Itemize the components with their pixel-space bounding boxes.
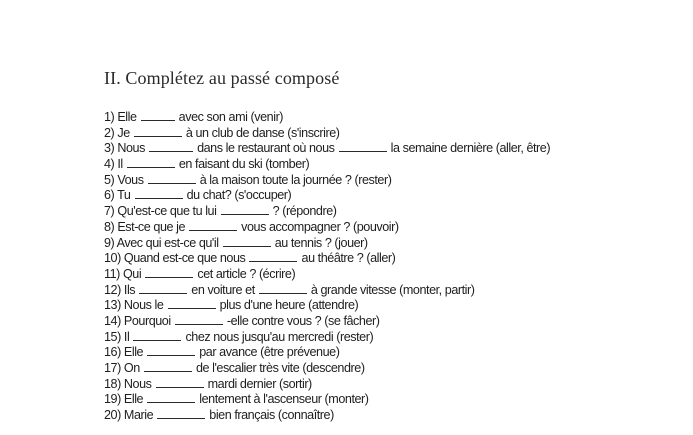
exercise-text: 14) Pourquoi [104, 313, 171, 328]
answer-blank[interactable] [144, 361, 192, 372]
exercise-item-6 [104, 188, 550, 204]
exercise-item-7 [104, 204, 550, 220]
answer-blank[interactable] [249, 251, 297, 262]
exercise-list [104, 110, 550, 424]
exercise-text: vous accompagner ? (pouvoir) [241, 219, 399, 234]
exercise-text: 1) Elle [104, 110, 137, 124]
exercise-item-10 [104, 251, 550, 267]
exercise-text: de l'escalier très vite (descendre) [195, 361, 365, 375]
answer-blank[interactable] [339, 141, 387, 152]
answer-blank[interactable] [175, 314, 223, 325]
exercise-text: chez nous jusqu'au mercredi (rester) [185, 329, 374, 344]
answer-blank[interactable] [139, 283, 187, 294]
exercise-item-20 [104, 408, 550, 424]
answer-blank[interactable] [133, 330, 181, 341]
exercise-item-12 [104, 283, 550, 299]
section-heading: II. Complétez au passé composé [104, 68, 340, 88]
exercise-item-14 [104, 314, 550, 330]
answer-blank[interactable] [223, 236, 271, 247]
exercise-item-3 [104, 141, 550, 157]
answer-blank[interactable] [147, 392, 195, 403]
answer-blank[interactable] [221, 204, 269, 215]
exercise-text: 10) Quand est-ce que nous [104, 251, 246, 266]
exercise-text: 3) Nous [104, 141, 145, 156]
exercise-text: dans le restaurant où nous [197, 141, 335, 156]
answer-blank[interactable] [127, 157, 175, 168]
exercise-item-18 [104, 377, 550, 393]
exercise-text: bien français (connaître) [209, 408, 334, 423]
exercise-text: au tennis ? (jouer) [274, 235, 368, 250]
exercise-text: 9) Avec qui est-ce qu'il [104, 235, 219, 250]
exercise-item-17 [104, 361, 550, 377]
exercise-text: avec son ami (venir) [178, 110, 284, 124]
exercise-text: 11) Qui [104, 266, 142, 281]
exercise-item-16 [104, 345, 550, 361]
exercise-text: par avance (être prévenue) [199, 345, 340, 360]
exercise-item-4 [104, 157, 550, 173]
exercise-item-2 [104, 126, 550, 142]
exercise-text: du chat? (s'occuper) [186, 188, 292, 203]
answer-blank[interactable] [189, 220, 237, 231]
exercise-text: 7) Qu'est-ce que tu lui [104, 204, 217, 219]
answer-blank[interactable] [141, 110, 175, 121]
exercise-text: 4) Il [104, 157, 123, 172]
exercise-text: -elle contre vous ? (se fâcher) [226, 313, 380, 328]
answer-blank[interactable] [145, 267, 193, 278]
exercise-text: en voiture et [191, 282, 255, 297]
exercise-item-8 [104, 220, 550, 236]
exercise-text: 12) Ils [104, 282, 136, 297]
exercise-text: plus d'une heure (attendre) [219, 298, 359, 313]
exercise-text: 18) Nous [104, 376, 152, 391]
exercise-text: à grande vitesse (monter, partir) [310, 282, 475, 297]
exercise-text: 6) Tu [104, 188, 131, 203]
exercise-text: lentement à l'ascenseur (monter) [199, 392, 369, 407]
exercise-text: à un club de danse (s'inscrire) [185, 125, 340, 140]
exercise-text: 17) On [104, 361, 140, 375]
exercise-text: cet article ? (écrire) [197, 266, 296, 281]
exercise-text: 8) Est-ce que je [104, 219, 185, 234]
exercise-item-5 [104, 173, 550, 189]
exercise-text: 5) Vous [104, 172, 144, 187]
exercise-text: en faisant du ski (tomber) [178, 157, 310, 172]
exercise-text: 19) Elle [104, 392, 144, 407]
answer-blank[interactable] [135, 188, 183, 199]
answer-blank[interactable] [147, 345, 195, 356]
exercise-text: 2) Je [104, 125, 130, 140]
exercise-item-13 [104, 298, 550, 314]
exercise-item-19 [104, 392, 550, 408]
answer-blank[interactable] [148, 173, 196, 184]
exercise-text: à la maison toute la journée ? (rester) [199, 172, 392, 187]
exercise-text: 20) Marie [104, 408, 154, 423]
exercise-text: 13) Nous le [104, 298, 164, 313]
exercise-item-15 [104, 330, 550, 346]
exercise-text: mardi dernier (sortir) [207, 376, 312, 391]
answer-blank[interactable] [134, 126, 182, 137]
exercise-text: 16) Elle [104, 345, 144, 360]
answer-blank[interactable] [156, 377, 204, 388]
exercise-item-11 [104, 267, 550, 283]
answer-blank[interactable] [259, 283, 307, 294]
answer-blank[interactable] [149, 141, 193, 152]
exercise-text: la semaine dernière (aller, être) [390, 141, 551, 156]
exercise-text: ? (répondre) [272, 204, 337, 219]
answer-blank[interactable] [157, 408, 205, 419]
exercise-item-9 [104, 236, 550, 252]
exercise-text: au théâtre ? (aller) [301, 251, 396, 266]
exercise-item-1 [104, 110, 550, 126]
answer-blank[interactable] [168, 298, 216, 309]
exercise-text: 15) Il [104, 329, 130, 344]
